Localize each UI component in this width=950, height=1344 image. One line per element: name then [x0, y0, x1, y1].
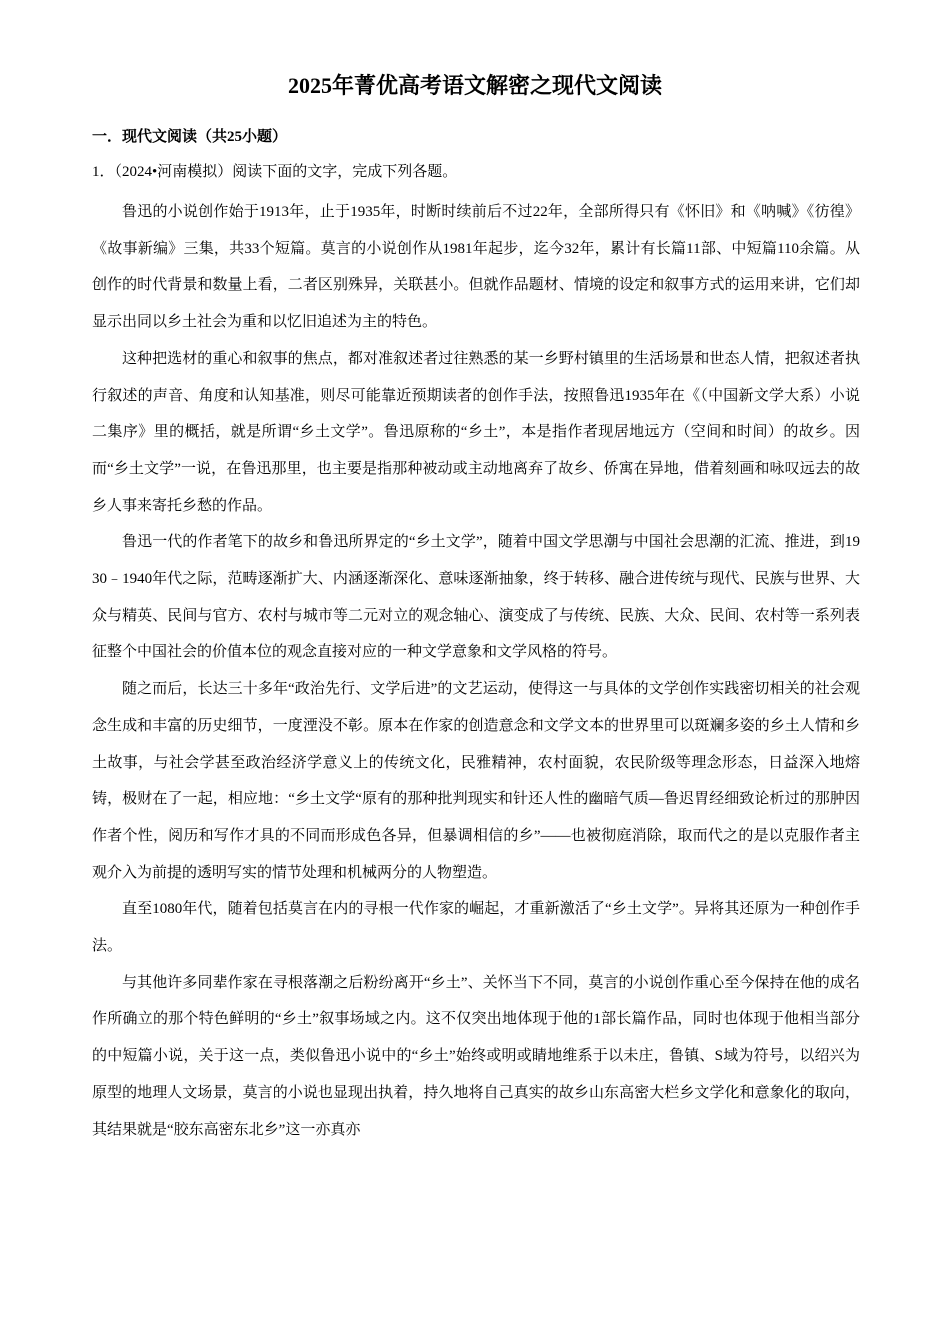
- reading-passage: [92, 194, 860, 1148]
- passage-paragraph-4: 随之而后，长达三十多年“政治先行、文学后进”的文艺运动，使得这一与具体的文学创作实践密切相关的社会观念生成和丰富的历史细节，一度湮没不彰。原本在作家的创造意念和文学文本的世界里可以斑斓多姿的乡土人情和乡土故事，与社会学甚至政治经济学意义上的传统文化，民雅精神，农村面貌，农民阶级等理念形态，日益深入地熔铸，极财在了一起，相应地：“乡土文学“原有的那种批判现实和针还人性的幽暗气质—鲁迟胃经细致论析过的那肿因作者个性，阅历和写作才具的不同而形成色各异，但暴调相信的乡”——也被彻庭消除，取而代之的是以克服作者主观介入为前提的透明写实的情节处理和机械两分的人物塑造。: [92, 681, 860, 881]
- passage-paragraph-6: 与其他许多同辈作家在寻根落潮之后粉纷离开“乡土”、关怀当下不同，莫言的小说创作重心至今保持在他的成名作所确立的那个特色鲜明的“乡土”叙事场域之内。这不仅突出地体现于他的1部长篇作品，同时也体现于他相当部分的中短篇小说，关于这一点，类似鲁迅小说中的“乡土”始终或明或睛地维系于以未庄，鲁镇、S域为符号，以绍兴为原型的地理人文场景，莫言的小说也显现出执着，持久地将自己真实的故乡山东高密大栏乡文学化和意象化的取向，其结果就是“胶东高密东北乡”这一亦真亦: [92, 974, 860, 1138]
- passage-paragraph-3: 鲁迅一代的作者笔下的故乡和鲁迅所界定的“乡土文学”，随着中国文学思潮与中国社会思潮的汇流、推进，到1930﹣1940年代之际，范畴逐渐扩大、内涵逐渐深化、意味逐渐抽象，终于转移、融合进传统与现代、民族与世界、大众与精英、民间与官方、农村与城市等二元对立的观念轴心、演变成了与传统、民族、大众、民间、农村等一系列表征整个中国社会的价值本位的观念直接对应的一种文学意象和文学风格的符号。: [92, 534, 860, 661]
- passage-paragraph-5: 直至1080年代，随着包括莫言在内的寻根一代作家的崛起，才重新激活了“乡土文学”。异将其还原为一种创作手法。: [92, 901, 860, 955]
- question-intro: 1．（2024•河南模拟）阅读下面的文字，完成下列各题。: [92, 164, 458, 180]
- passage-paragraph-2: 这种把选材的重心和叙事的焦点，都对准叙述者过往熟悉的某一乡野村镇里的生活场景和世态人情，把叙述者执行叙述的声音、角度和认知基准，则尽可能靠近预期读者的创作手法，按照鲁迅1935年在《（中国新文学大系）小说二集序》里的概括，就是所谓“乡土文学”。鲁迅原称的“乡土”，本是指作者现居地远方（空间和时间）的故乡。因而“乡土文学”一说，在鲁迅那里，也主要是指那种被动或主动地离弃了故乡、侨寓在异地，借着刻画和咏叹远去的故乡人事来寄托乡愁的作品。: [92, 350, 860, 514]
- section-heading: 一．现代文阅读（共25小题）: [92, 129, 288, 145]
- passage-paragraph-1: 鲁迅的小说创作始于1913年，止于1935年，时断时续前后不过22年，全部所得只有《怀旧》和《呐喊》《彷徨》《故事新编》三集，共33个短篇。莫言的小说创作从1981年起步，迄今32年，累计有长篇11部、中短篇110余篇。从创作的时代背景和数量上看，二者区别殊异，关联甚小。但就作品题材、情境的设定和叙事方式的运用来讲，它们却显示出同以乡土社会为重和以忆旧追述为主的特色。: [92, 204, 860, 331]
- document-title: 2025年菁优高考语文解密之现代文阅读: [287, 73, 662, 98]
